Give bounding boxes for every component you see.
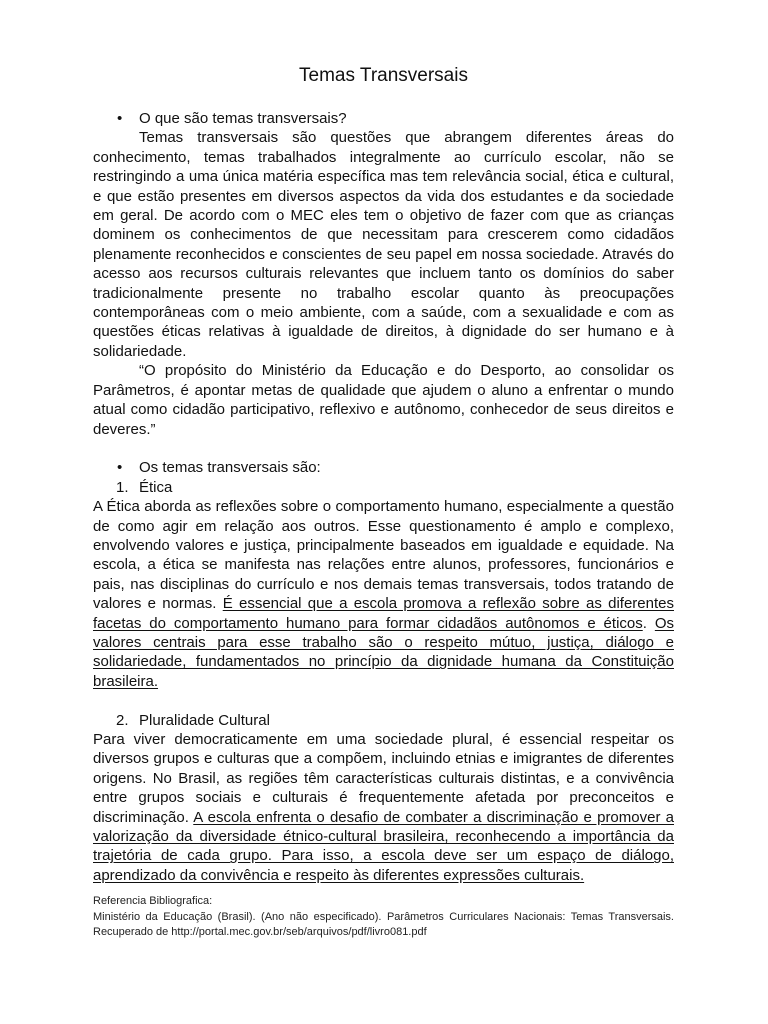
numbered-item-etica	[93, 478, 674, 497]
reference-text: Ministério da Educação (Brasil). (Ano não especificado). Parâmetros Curriculares Nacionais: Temas Transversais. Recuperado de http://portal.mec.gov.br/seb/arquivos/pdf/livro081.pdf	[93, 910, 674, 939]
document-title: Temas Transversais	[299, 65, 468, 86]
bullet-text: Os temas transversais são:	[139, 459, 321, 477]
etica-paragraph	[93, 497, 674, 691]
item-number: 2.	[116, 711, 129, 729]
quote-paragraph: “O propósito do Ministério da Educação e do Desporto, ao consolidar os Parâmetros, é apontar metas de qualidade que ajudem o aluno a enfrentar o mundo atual como cidadão participativo, reflexivo e autônomo, conhecedor de seus direitos e deveres.”	[93, 362, 674, 438]
pluralidade-paragraph	[93, 730, 674, 885]
etica-underlined-text-2: Os valores centrais para esse trabalho são o respeito mútuo, justiça, diálogo e solidariedade, fundamentados no princípio da dignidade humana da Constituição brasileira.	[93, 614, 674, 690]
reference-label: Referencia Bibliografica:	[93, 895, 213, 908]
reference-block	[93, 894, 674, 941]
item-heading: Pluralidade Cultural	[139, 711, 270, 729]
numbered-item-pluralidade	[93, 711, 674, 730]
bullet-icon: •	[117, 110, 123, 127]
bullet-item-what-are	[93, 109, 674, 128]
spacer	[93, 691, 674, 710]
etica-separator: .	[642, 614, 655, 632]
pluralidade-underlined-text: A escola enfrenta o desafio de combater a discriminação e promover a valorização da diversidade étnico-cultural brasileira, reconhecendo a importância da trajetória de cada grupo. Para isso, a escola deve ser um espaço de diálogo, aprendizado da convivência e respeito às diferentes expressões culturais.	[93, 808, 674, 884]
etica-text: A Ética aborda as reflexões sobre o comportamento humano, especialmente a questão de como agir em relação aos outros. Esse questionamento é amplo e complexo, envolvendo valores e justiça, principalmente baseados em igualdade e equidade. Na escola, a ética se manifesta nas relações entre alunos, professores, funcionários e pais, nas disciplinas do currículo e nos demais temas transversais, todos tratando de valores e normas.	[93, 498, 674, 613]
intro-paragraph: Temas transversais são questões que abrangem diferentes áreas do conhecimento, temas trabalhados integralmente ao currículo escolar, não se restringindo a uma única matéria específica mas tem relevância social, ética e cultural, e que estão presentes em diversos aspectos da vida dos estudantes e da sociedade em geral. De acordo com o MEC eles tem o objetivo de fazer com que as crianças dominem os conhecimentos de que necessitam para crescerem como cidadãos plenamente reconhecidos e conscientes de seu papel em nossa sociedade. Através do acesso aos recursos culturais relevantes que incluem tanto os domínios do saber tradicionalmente presente no trabalho escolar quanto às preocupações contemporâneas com o meio ambiente, com a saúde, com a sexualidade e com as questões éticas relativas à igualdade de direitos, à dignidade do ser humano e à solidariedade.	[93, 129, 674, 360]
item-heading: Ética	[139, 478, 173, 496]
etica-underlined-text-1: É essencial que a escola promova a reflexão sobre as diferentes facetas do comportamento humano para formar cidadãos autônomos e éticos	[93, 595, 674, 632]
spacer	[93, 439, 674, 458]
bullet-icon: •	[117, 459, 123, 477]
bullet-item-themes	[93, 458, 674, 477]
item-number: 1.	[116, 478, 129, 496]
pluralidade-text: Para viver democraticamente em uma sociedade plural, é essencial respeitar os diversos grupos e culturas que a compõem, incluindo etnias e imigrantes de diferentes origens. No Brasil, as regiões têm características culturais distintas, e a convivência entre grupos sociais e culturais é frequentemente afetada por preconceitos e discriminação.	[93, 730, 674, 826]
bullet-text: O que são temas transversais?	[139, 110, 347, 127]
